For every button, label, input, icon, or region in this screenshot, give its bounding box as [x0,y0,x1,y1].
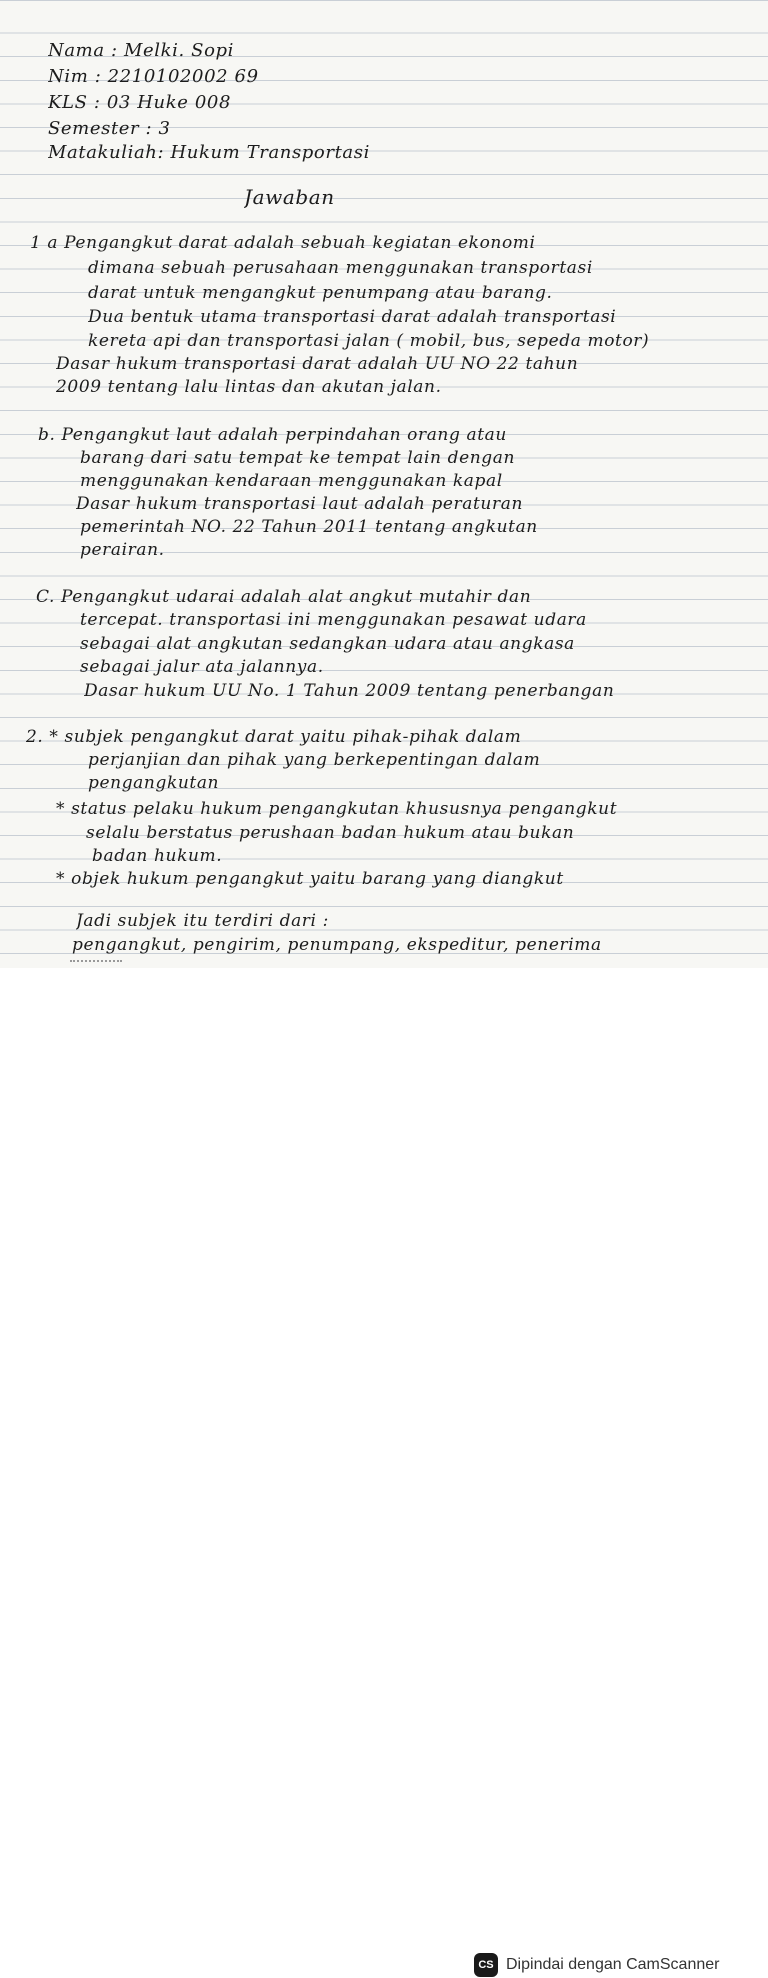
conclusion-line: Jadi subjek itu terdiri dari : [76,911,329,931]
answer-1b-line: perairan. [80,540,165,560]
answer-1c-line: tercepat. transportasi ini menggunakan pesawat udara [80,610,587,630]
answer-2-line: 2. * subjek pengangkut darat yaitu pihak-pihak dalam [26,727,522,747]
answer-1a-line: dimana sebuah perusahaan menggunakan transportasi [88,258,593,278]
answer-1a-line: darat untuk mengangkut penumpang atau barang. [88,283,553,303]
scanner-footer [0,968,768,1973]
answer-2-line: * objek hukum pengangkut yaitu barang yang diangkut [56,869,564,889]
answer-1b-line: b. Pengangkut laut adalah perpindahan orang atau [38,425,507,445]
answer-1a-line: 2009 tentang lalu lintas dan akutan jalan. [56,377,442,397]
answer-1c-line: Dasar hukum UU No. 1 Tahun 2009 tentang penerbangan [84,681,615,701]
answer-1b-line: pemerintah NO. 22 Tahun 2011 tentang angkutan [80,517,538,537]
student-semester: Semester : 3 [48,118,171,139]
student-name: Nama : Melki. Sopi [48,40,234,61]
answer-2-line: perjanjian dan pihak yang berkepentingan dalam [88,750,541,770]
course-name: Matakuliah: Hukum Transportasi [48,142,370,163]
answer-1b-line: barang dari satu tempat ke tempat lain dengan [80,448,516,468]
student-class: KLS : 03 Huke 008 [48,92,231,113]
answer-2-line: * status pelaku hukum pengangkutan khususnya pengangkut [56,799,618,819]
answer-1c-line: sebagai jalur ata jalannya. [80,657,324,677]
answer-2-line: selalu berstatus perushaan badan hukum atau bukan [86,823,575,843]
answer-1a-line: Dasar hukum transportasi darat adalah UU NO 22 tahun [56,354,579,374]
answer-1a-line: kereta api dan transportasi jalan ( mobil, bus, sepeda motor) [88,331,650,351]
student-nim: Nim : 2210102002 69 [48,66,259,87]
camscanner-watermark [474,1952,719,1978]
answer-1c-line: sebagai alat angkutan sedangkan udara atau angkasa [80,634,575,654]
answer-1c-line: C. Pengangkut udarai adalah alat angkut mutahir dan [36,587,532,607]
answer-2-line: badan hukum. [92,846,223,866]
camscanner-logo-icon: CS [474,1953,498,1977]
answer-1b-line: Dasar hukum transportasi laut adalah peraturan [76,494,523,514]
answer-title: Jawaban [244,186,335,208]
conclusion-line: pengangkut, pengirim, penumpang, ekspeditur, penerima [72,935,602,955]
answer-1a-line: 1 a Pengangkut darat adalah sebuah kegiatan ekonomi [30,233,536,253]
answer-1b-line: menggunakan kendaraan menggunakan kapal [80,471,503,491]
answer-2-line: pengangkutan [88,773,220,793]
camscanner-label: Dipindai dengan CamScanner [506,1956,720,1973]
answer-1a-line: Dua bentuk utama transportasi darat adalah transportasi [88,307,617,327]
